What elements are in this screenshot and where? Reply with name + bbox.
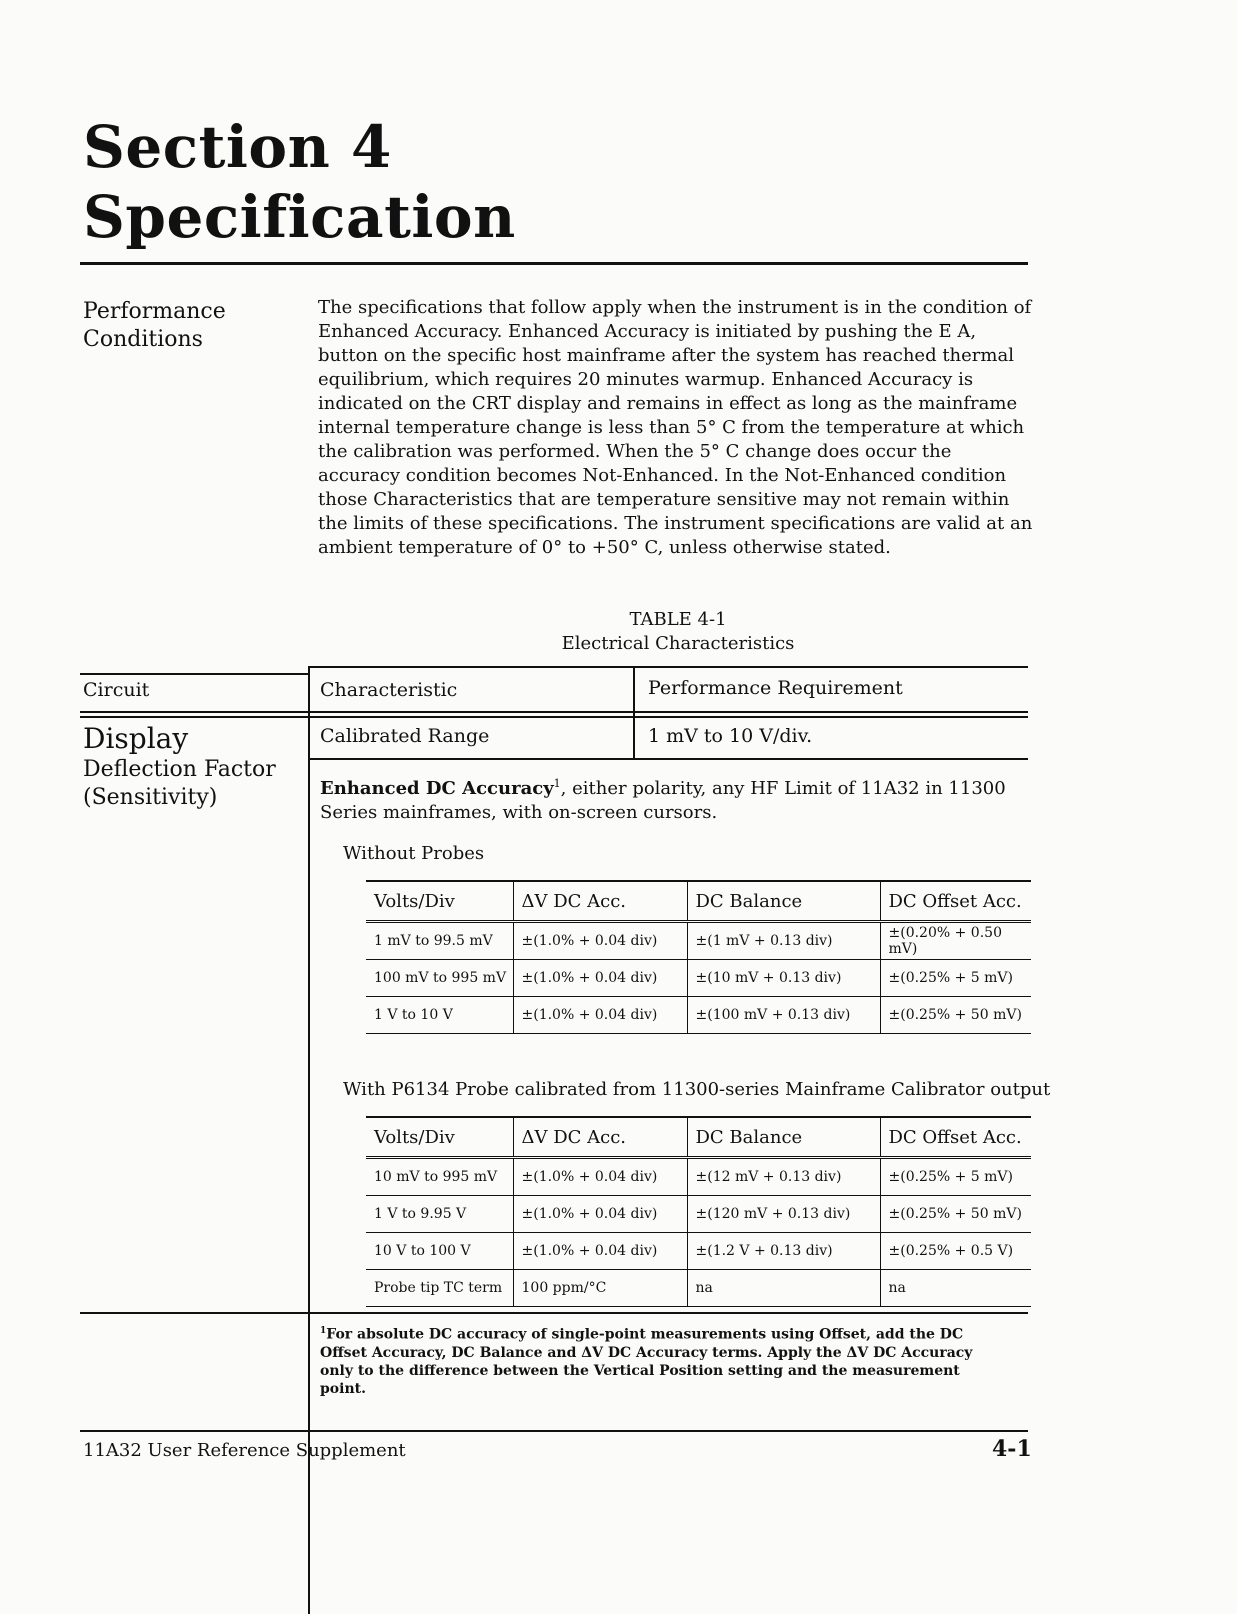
footer-rule: [80, 1430, 1028, 1432]
without-probes-label: Without Probes: [343, 843, 485, 864]
cell-volts-div: 1 V to 10 V: [366, 997, 513, 1034]
col-volts-div: Volts/Div: [366, 1117, 513, 1158]
performance-heading-line2: Conditions: [83, 327, 203, 352]
cell-dv-dc-acc: 100 ppm/°C: [513, 1270, 687, 1307]
enhanced-dc-accuracy-text: [320, 772, 1032, 825]
col-volts-div: Volts/Div: [366, 881, 513, 922]
cell-dc-offset-acc: na: [880, 1270, 1031, 1307]
calibrated-row-rule: [308, 758, 1028, 760]
cell-dc-offset-acc: ±(0.25% + 0.5 V): [880, 1233, 1031, 1270]
cell-dc-balance: ±(1 mV + 0.13 div): [687, 922, 880, 960]
calibrated-range-value: 1 mV to 10 V/div.: [648, 725, 813, 747]
section-number: Section 4: [83, 113, 392, 181]
circuit-display: Display: [83, 722, 189, 755]
table-top-rule: [308, 666, 1028, 668]
cell-dc-balance: ±(10 mV + 0.13 div): [687, 960, 880, 997]
with-probe-label: With P6134 Probe calibrated from 11300-series Mainframe Calibrator output: [343, 1079, 1051, 1100]
table-row: [366, 1270, 1031, 1307]
footer-document-title: 11A32 User Reference Supplement: [83, 1440, 406, 1461]
table-row: [366, 960, 1031, 997]
section-title: Specification: [83, 183, 516, 251]
deflection-factor-label: [83, 756, 276, 812]
enhanced-dc-accuracy-rest: , either polarity, any HF Limit of 11A32 in 11300 Series mainframes, with on-screen cursors.: [320, 778, 1006, 823]
cell-volts-div: Probe tip TC term: [366, 1270, 513, 1307]
cell-dc-offset-acc: ±(0.20% + 0.50 mV): [880, 922, 1031, 960]
without-probes-table: [366, 880, 1031, 1034]
cell-dv-dc-acc: ±(1.0% + 0.04 div): [513, 1233, 687, 1270]
cell-dc-offset-acc: ±(0.25% + 5 mV): [880, 960, 1031, 997]
table-row: [366, 997, 1031, 1034]
table-vertical-mid: [633, 666, 635, 758]
header-rule-1: [80, 711, 1028, 713]
table-caption: [318, 608, 1038, 656]
with-probe-table: [366, 1116, 1031, 1307]
footnote: [320, 1322, 1000, 1398]
table-end-rule: [80, 1312, 1028, 1314]
title-rule: [80, 262, 1028, 265]
table-title: Electrical Characteristics: [561, 633, 795, 654]
col-dv-dc-acc: ΔV DC Acc.: [513, 1117, 687, 1158]
table-number: TABLE 4-1: [629, 609, 727, 630]
cell-volts-div: 100 mV to 995 mV: [366, 960, 513, 997]
table-header-row: [366, 1117, 1031, 1158]
cell-volts-div: 1 V to 9.95 V: [366, 1196, 513, 1233]
footnote-ref: 1: [553, 777, 561, 790]
performance-heading-line1: Performance: [83, 299, 226, 324]
footnote-text: For absolute DC accuracy of single-point measurements using Offset, add the DC Offset Accuracy, DC Balance and ΔV DC Accuracy terms. Apply the ΔV DC Accuracy only to the difference between the Vertical Position setting and the measurement point.: [320, 1326, 973, 1397]
circuit-header-rule: [80, 673, 310, 675]
cell-dv-dc-acc: ±(1.0% + 0.04 div): [513, 960, 687, 997]
cell-dc-offset-acc: ±(0.25% + 5 mV): [880, 1158, 1031, 1196]
deflection-factor-line2: (Sensitivity): [83, 785, 218, 810]
cell-dc-offset-acc: ±(0.25% + 50 mV): [880, 997, 1031, 1034]
cell-dc-balance: ±(100 mV + 0.13 div): [687, 997, 880, 1034]
cell-dc-balance: na: [687, 1270, 880, 1307]
table-row: [366, 1196, 1031, 1233]
calibrated-range-label: Calibrated Range: [320, 725, 490, 747]
table-vertical-left: [308, 666, 310, 1614]
col-dc-offset-acc: DC Offset Acc.: [880, 1117, 1031, 1158]
cell-volts-div: 10 V to 100 V: [366, 1233, 513, 1270]
cell-volts-div: 10 mV to 995 mV: [366, 1158, 513, 1196]
col-dc-balance: DC Balance: [687, 1117, 880, 1158]
col-dc-balance: DC Balance: [687, 881, 880, 922]
performance-paragraph: The specifications that follow apply when the instrument is in the condition of Enhanced Accuracy. Enhanced Accuracy is initiated by pushing the E A, button on the specific host mainframe after the system has reached thermal equilibrium, which requires 20 minutes warmup. Enhanced Accuracy is indicated on the CRT display and remains in effect as long as the mainframe internal temperature change is less than 5° C from the temperature at which the calibration was performed. When the 5° C change does occur the accuracy condition becomes Not-Enhanced. In the Not-Enhanced condition those Characteristics that are temperature sensitive may not remain within the limits of these specifications. The instrument specifications are valid at an ambient temperature of 0° to +50° C, unless otherwise stated.: [318, 297, 1033, 558]
col-dv-dc-acc: ΔV DC Acc.: [513, 881, 687, 922]
cell-dc-offset-acc: ±(0.25% + 50 mV): [880, 1196, 1031, 1233]
cell-dv-dc-acc: ±(1.0% + 0.04 div): [513, 1196, 687, 1233]
header-circuit: Circuit: [83, 679, 150, 701]
cell-dv-dc-acc: ±(1.0% + 0.04 div): [513, 1158, 687, 1196]
header-rule-2: [80, 716, 1028, 718]
cell-dc-balance: ±(12 mV + 0.13 div): [687, 1158, 880, 1196]
performance-heading: [83, 298, 226, 354]
cell-dc-balance: ±(120 mV + 0.13 div): [687, 1196, 880, 1233]
header-characteristic: Characteristic: [320, 679, 458, 701]
table-row: [366, 1158, 1031, 1196]
cell-dv-dc-acc: ±(1.0% + 0.04 div): [513, 997, 687, 1034]
table-row: [366, 922, 1031, 960]
deflection-factor-line1: Deflection Factor: [83, 757, 276, 782]
table-row: [366, 1233, 1031, 1270]
cell-dv-dc-acc: ±(1.0% + 0.04 div): [513, 922, 687, 960]
header-requirement: Performance Requirement: [648, 677, 903, 699]
footnote-mark: 1: [320, 1326, 327, 1336]
page-number: 4-1: [992, 1436, 1032, 1462]
table-header-row: [366, 881, 1031, 922]
cell-dc-balance: ±(1.2 V + 0.13 div): [687, 1233, 880, 1270]
col-dc-offset-acc: DC Offset Acc.: [880, 881, 1031, 922]
enhanced-dc-accuracy-term: Enhanced DC Accuracy: [320, 778, 554, 799]
cell-volts-div: 1 mV to 99.5 mV: [366, 922, 513, 960]
